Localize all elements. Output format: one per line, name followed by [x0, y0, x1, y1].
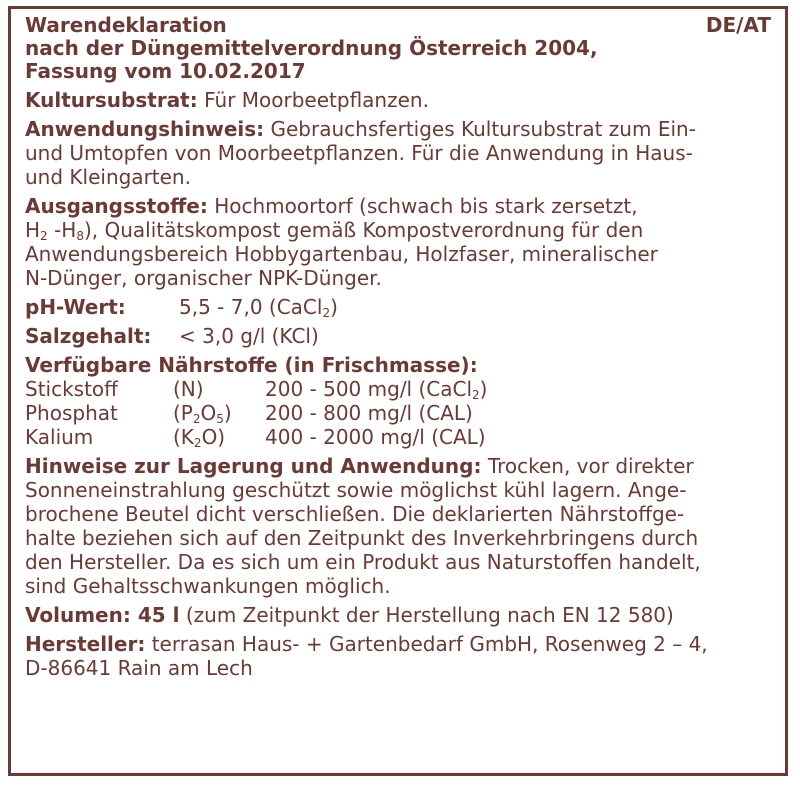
- kultursubstrat-section: [25, 88, 771, 112]
- ausgangsstoffe-section: [25, 194, 771, 290]
- kultursubstrat-label: Kultursubstrat:: [25, 88, 198, 112]
- ausgangsstoffe-line2: $H_2$ $-H_8$), Qualitätskompost gemäß Kompostverordnung für den: [25, 218, 644, 243]
- salz-label: Salzgehalt:: [25, 324, 152, 348]
- hersteller-section: Hersteller: terrasan Haus- + Gartenbedarf GmbH, Rosenweg 2 – 4, D-86641 Rain am Lech: [25, 632, 708, 680]
- anwendungshinweis-line1: Gebrauchsfertiges Kultursubstrat zum Ein-: [270, 117, 696, 141]
- nutrient-row-kalium: Kalium $(K_2O)$ 400 - 2000 mg/l (CAL): [25, 425, 486, 450]
- hinweise-section: Hinweise zur Lagerung und Anwendung: Trocken, vor direkter Sonneneinstrahlung geschützt sowie möglichst kühl lagern. Ange- brochene Beutel dicht verschließen. Die deklarierten Nährstoffge- halte beziehen sich auf den Zeitpunkt des Inverkehrbringens durch den Hersteller. Da es sich um ein Produkt aus Naturstoffen handelt, sind Gehaltsschwankungen möglich.: [25, 454, 701, 598]
- product-declaration-label: [8, 6, 788, 776]
- ph-row: [25, 295, 771, 319]
- kultursubstrat-text: Für Moorbeetpflanzen.: [204, 88, 429, 112]
- naehrstoffe-section: [25, 353, 771, 449]
- hinweise-label: Hinweise zur Lagerung und Anwendung:: [25, 454, 482, 478]
- ausgangsstoffe-line3: Anwendungsbereich Hobbygartenbau, Holzfaser, mineralischer: [25, 242, 658, 266]
- declaration-header: [25, 14, 771, 83]
- nutrient-row-phosphat: Phosphat $(P_2O_5)$ 200 - 800 mg/l (CAL): [25, 401, 473, 426]
- header-title-line2: nach der Düngemittelverordnung Österreich 2004,: [25, 36, 598, 60]
- salz-value: < 3,0 g/l (KCl): [179, 324, 319, 348]
- ausgangsstoffe-label: Ausgangsstoffe:: [25, 194, 208, 218]
- salz-row: [25, 324, 771, 348]
- ph-value: 5,5 - 7,0 (CaCl$_2$): [179, 295, 338, 320]
- header-title-line1: Warendeklaration: [25, 13, 227, 37]
- anwendungshinweis-section: [25, 117, 771, 189]
- ausgangsstoffe-line1: Hochmoortorf (schwach bis stark zersetzt,: [214, 194, 638, 218]
- naehrstoffe-heading: Verfügbare Nährstoffe (in Frischmasse):: [25, 353, 478, 377]
- volumen-label: Volumen: 45 l: [25, 603, 180, 627]
- anwendungshinweis-line2: und Umtopfen von Moorbeetpflanzen. Für die Anwendung in Haus-: [25, 141, 693, 165]
- header-title-line3: Fassung vom 10.02.2017: [25, 59, 306, 83]
- hersteller-label: Hersteller:: [25, 632, 146, 656]
- volumen-section: [25, 603, 771, 627]
- nutrient-row-stickstoff: Stickstoff (N) 200 - 500 mg/l (CaCl$_2$): [25, 377, 488, 402]
- volumen-text: (zum Zeitpunkt der Herstellung nach EN 12 580): [185, 603, 674, 627]
- ausgangsstoffe-line4: N-Dünger, organischer NPK-Dünger.: [25, 266, 382, 290]
- anwendungshinweis-line3: und Kleingarten.: [25, 165, 191, 189]
- country-code: DE/AT: [705, 13, 771, 37]
- ph-label: pH-Wert:: [25, 295, 126, 319]
- anwendungshinweis-label: Anwendungshinweis:: [25, 117, 265, 141]
